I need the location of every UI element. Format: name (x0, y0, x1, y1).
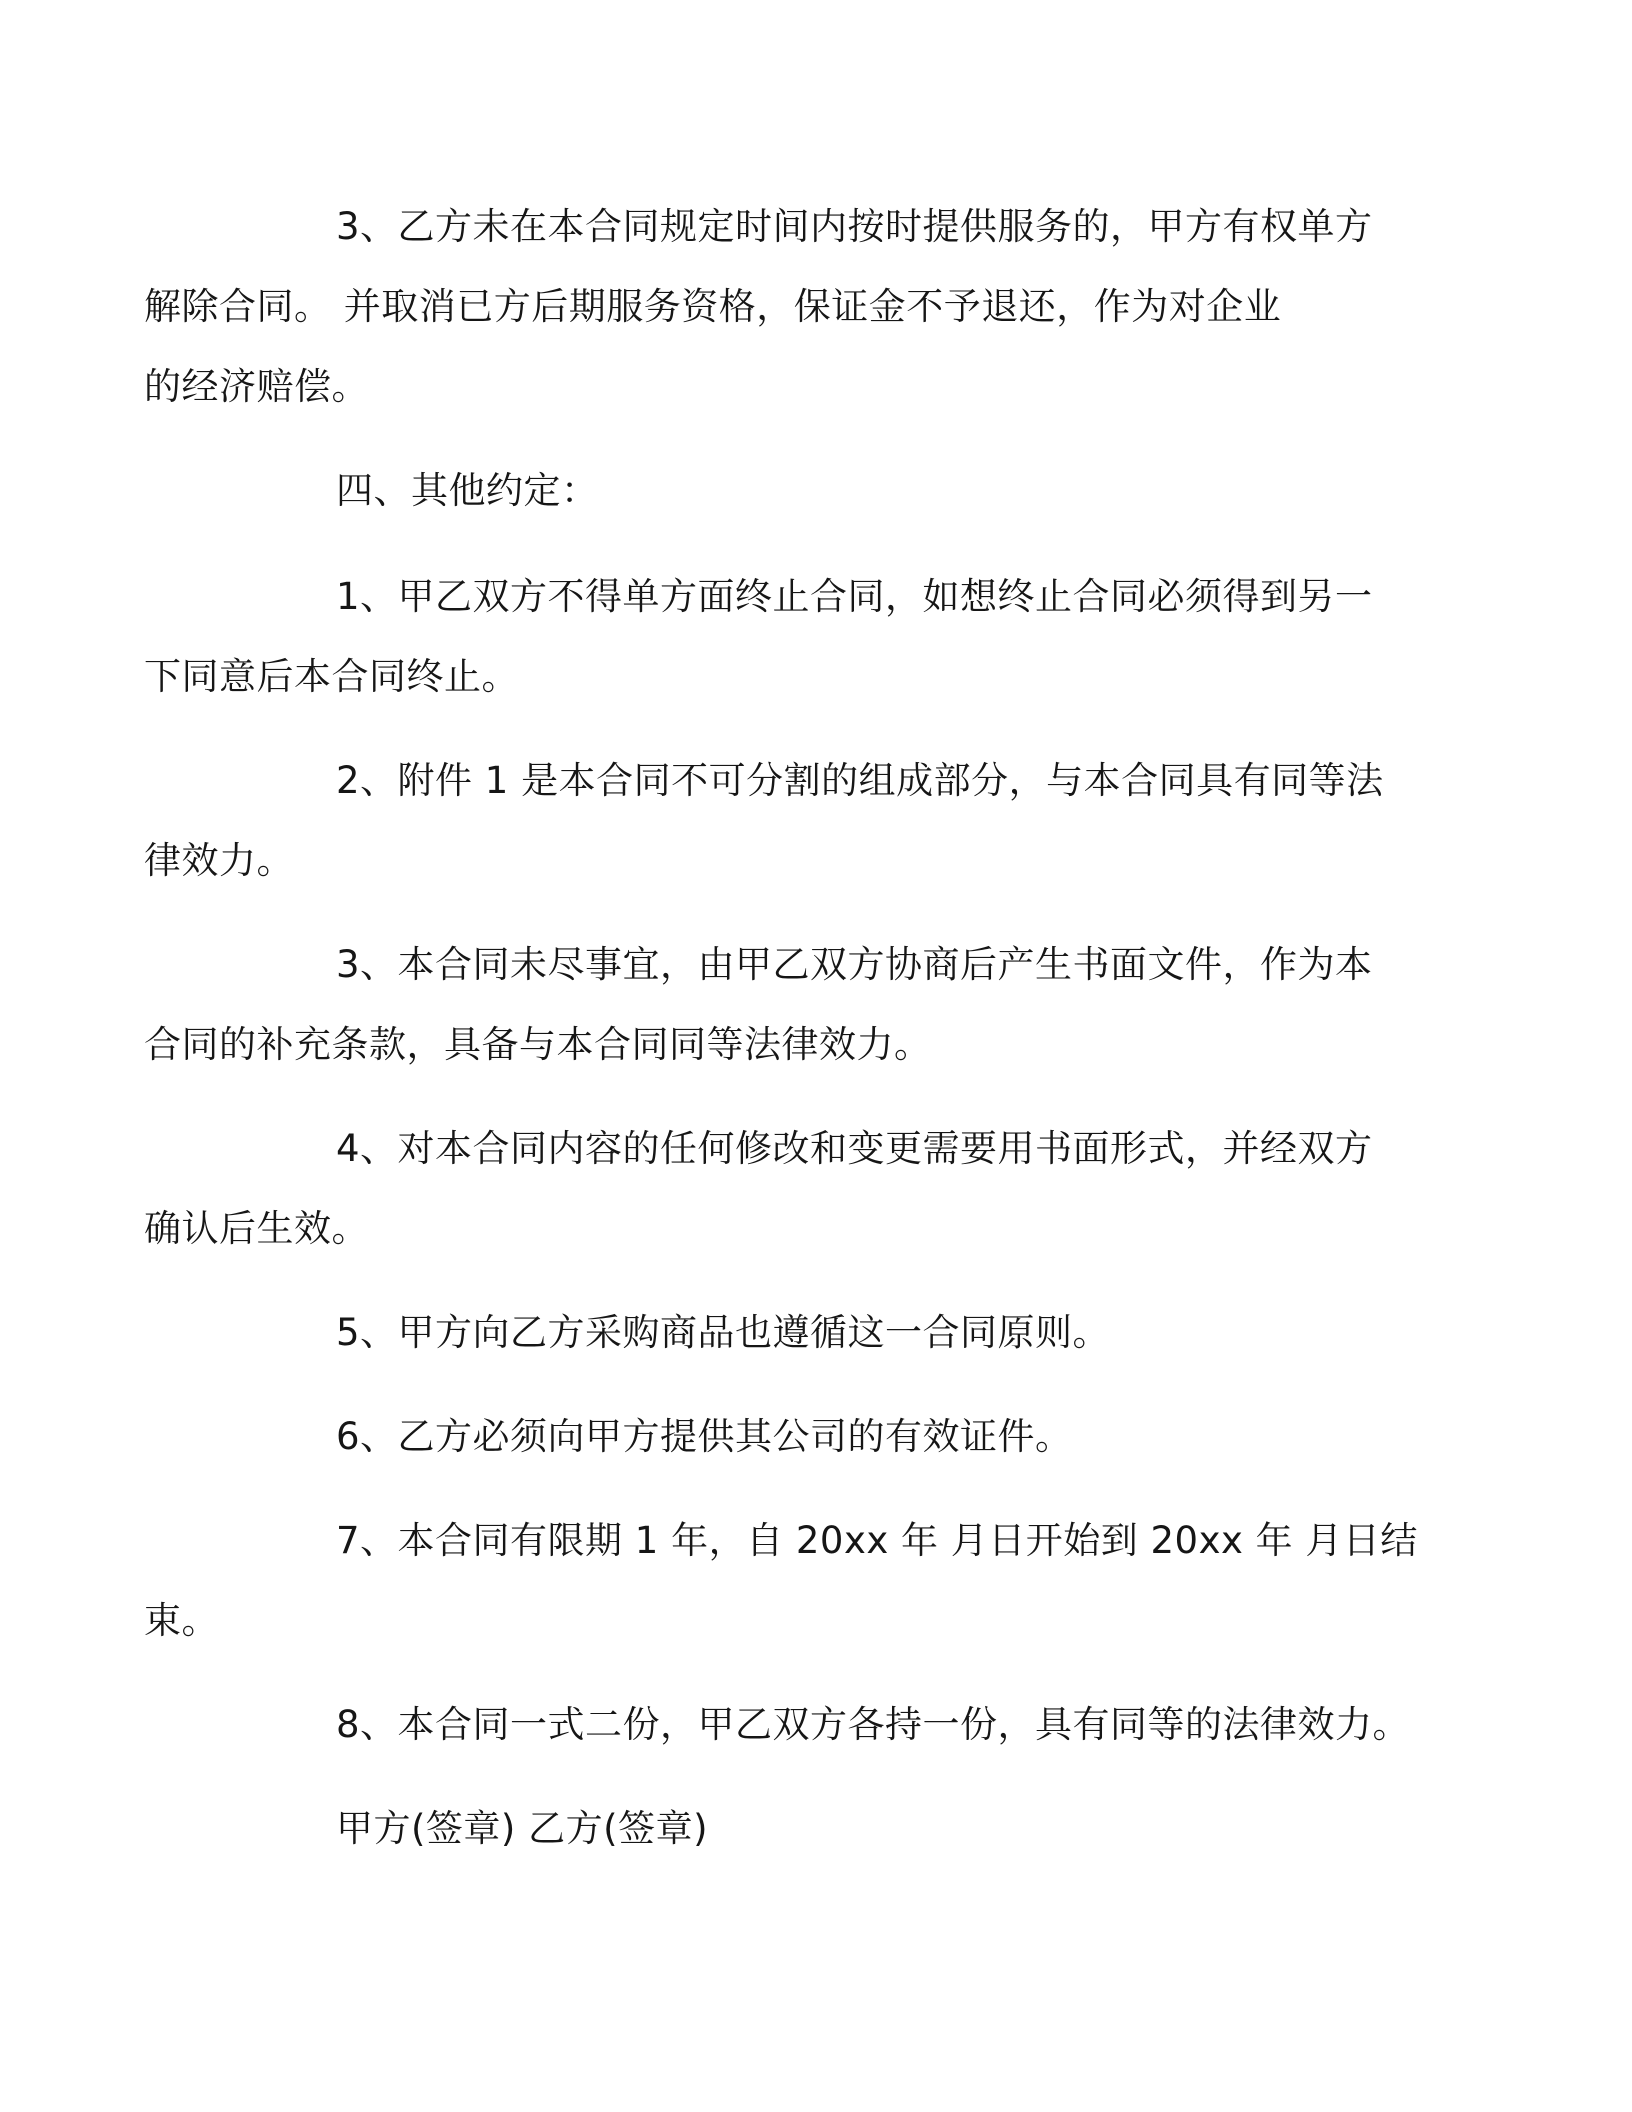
text-line: 合同的补充条款，具备与本合同同等法律效力。 (144, 1023, 932, 1066)
signature-line (240, 1789, 1380, 1869)
text-line: 解除合同。 并取消已方后期服务资格，保证金不予退还，作为对企业 (144, 285, 1282, 328)
text-line: 律效力。 (144, 839, 294, 882)
paragraph-4-amendments (144, 1109, 1380, 1269)
text-line: 4、对本合同内容的任何修改和变更需要用书面形式，并经双方 (336, 1127, 1373, 1170)
text-line: 确认后生效。 (144, 1207, 369, 1250)
paragraph-2-attachment (144, 741, 1384, 901)
paragraph-3-termination (144, 187, 1380, 427)
text-line: 8、本合同一式二份，甲乙双方各持一份，具有同等的法律效力。 (336, 1703, 1411, 1746)
text-line: 5、甲方向乙方采购商品也遵循这一合同原则。 (336, 1311, 1111, 1354)
text-line: 1、甲乙双方不得单方面终止合同，如想终止合同必须得到另一 (336, 575, 1373, 618)
text-line: 2、附件 1 是本合同不可分割的组成部分，与本合同具有同等法 (336, 759, 1384, 802)
text-line: 的经济赔偿。 (144, 365, 369, 408)
paragraph-6-certificates (240, 1397, 1380, 1477)
text-line: 3、本合同未尽事宜，由甲乙双方协商后产生书面文件，作为本 (336, 943, 1373, 986)
text-line: 四、其他约定： (336, 469, 599, 512)
document-body (144, 187, 1418, 1893)
text-line: 甲方(签章) 乙方(签章) (336, 1807, 709, 1850)
section-heading-other-terms (240, 451, 1380, 531)
paragraph-7-validity-period (144, 1501, 1418, 1661)
text-line: 下同意后本合同终止。 (144, 655, 519, 698)
paragraph-1-no-unilateral-termination (144, 557, 1380, 717)
text-line: 7、本合同有限期 1 年，自 20xx 年 月日开始到 20xx 年 月日结 (336, 1519, 1418, 1562)
text-line: 6、乙方必须向甲方提供其公司的有效证件。 (336, 1415, 1073, 1458)
paragraph-5-procurement (240, 1293, 1380, 1373)
text-line: 束。 (144, 1599, 219, 1642)
paragraph-3-supplementary-terms (144, 925, 1380, 1085)
text-line: 3、乙方未在本合同规定时间内按时提供服务的，甲方有权单方 (336, 205, 1373, 248)
paragraph-8-copies (240, 1685, 1411, 1765)
